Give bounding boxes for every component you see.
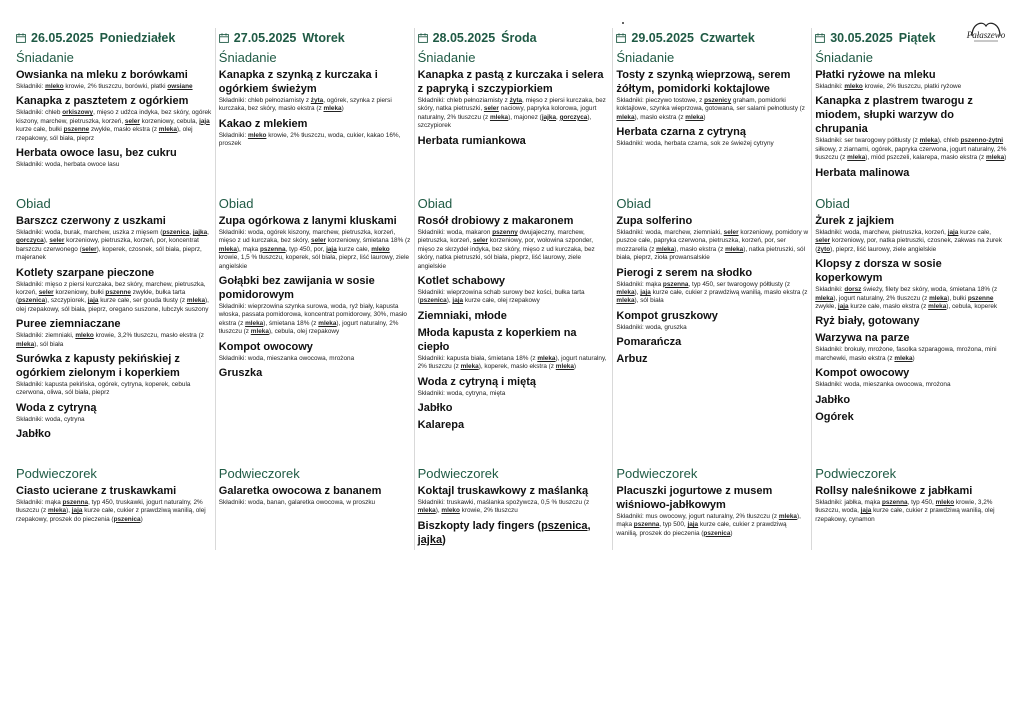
dish-ingredients: Składniki: woda, mieszanka owocowa, mrożona bbox=[815, 381, 951, 389]
dish-name: Kompot owocowy bbox=[218, 340, 313, 353]
dish-name: Surówka z kapusty pekińskiej z ogórkiem zielonym i koperkiem bbox=[16, 353, 180, 380]
dish-ingredients: Składniki: mus owocowy, jogurt naturalny, 2% tłuszczu (z mleka), mąka pszenna, typ 500, jaja kurze całe, cukier z prawdziwą wanilią, proszek do pieczenia (pszenica) bbox=[616, 513, 801, 537]
dish-ingredients: Składniki: woda, makaron pszenny dwujajeczny, marchew, pietruszka, korzeń, seler korzeniowy, por, wołowina szponder, mięso ze skrzydeł indyka, bez skóry, mięso z ud kurczaka, bez skóry, natka pietruszki, sól biała, pieprz, liść laurowy, ziele angielskie bbox=[417, 229, 595, 270]
dish-name: Puree ziemniaczane bbox=[16, 318, 121, 331]
dish-ingredients: Składniki: woda, cytryna bbox=[16, 415, 85, 423]
section-label: Śniadanie bbox=[616, 50, 675, 65]
dish-ingredients: Składniki: kapusta pekińska, ogórek, cytryna, koperek, cebula czerwona, oliwa, sól biała, pieprz bbox=[16, 381, 191, 397]
snack-section bbox=[418, 464, 610, 547]
dish-ingredients: Składniki: mąka pszenna, typ 450, truskawki, jogurt naturalny, 2% tłuszczu (z mleka), jaja kurze całe, cukier z prawdziwą wanilią, olej rzepakowy, proszek do pieczenia (pszenica) bbox=[16, 499, 206, 523]
section-label: Podwieczorek bbox=[16, 466, 97, 481]
breakfast-section bbox=[418, 48, 610, 148]
day-header bbox=[219, 29, 411, 47]
section-label: Obiad bbox=[16, 196, 51, 211]
section-label: Śniadanie bbox=[16, 50, 74, 65]
dish-ingredients: Składniki: dorsz świeży, filety bez skóry, woda, śmietana 18% (z mleka), jogurt naturalny, 2% tłuszczu (z mleka), bułki pszenne zwykłe, jaja kurze całe, masło ekstra (z mleka), cebula, koperek bbox=[815, 286, 998, 311]
dish-name: Ryż biały, gotowany bbox=[815, 315, 920, 328]
day-date: 30.05.2025 bbox=[830, 31, 893, 45]
dish-name: Kanapka z plastrem twarogu z miodem, słupki warzyw do chrupania bbox=[815, 95, 973, 136]
lunch-section bbox=[815, 194, 1007, 424]
dish-name: Biszkopty lady fingers (pszenica, jajka) bbox=[417, 519, 591, 546]
dish-ingredients: Składniki: woda, marchew, ziemniaki, seler korzeniowy, pomidory w puszce całe, papryka czerwona, pietruszka, korzeń, por, ser mozzarella (z mleka), masło ekstra (z mleka), natka pietruszki, sól biała, pieprz, zioła prowansalskie bbox=[616, 229, 809, 262]
dish-name: Zupa ogórkowa z lanymi kluskami bbox=[218, 215, 397, 227]
day-header bbox=[418, 29, 610, 47]
dish-name: Kompot owocowy bbox=[815, 367, 910, 380]
dish-name: Warzywa na parze bbox=[815, 332, 910, 345]
dish-ingredients: Składniki: mleko krowie, 2% tłuszczu, płatki ryżowe bbox=[815, 83, 962, 90]
day-name: Środa bbox=[501, 31, 537, 45]
dish-name: Kalarepa bbox=[417, 419, 465, 432]
snack-section bbox=[815, 464, 1007, 524]
lunch-section bbox=[418, 194, 610, 432]
day-date: 28.05.2025 bbox=[432, 31, 496, 45]
dish-ingredients: Składniki: ziemniaki, mleko krowie, 3,2% tłuszczu, masło ekstra (z mleka), sól biała bbox=[16, 332, 204, 348]
dish-name: Kotlet schabowy bbox=[417, 275, 505, 288]
dish-name: Herbata czarna z cytryną bbox=[616, 126, 747, 139]
dish-ingredients: Składniki: kapusta biała, śmietana 18% (z mleka), jogurt naturalny, 2% tłuszczu (z mleka), koperek, masło ekstra (z mleka) bbox=[417, 354, 607, 371]
dish-name: Pierogi z serem na słodko bbox=[616, 266, 753, 279]
dish-name: Woda z cytryną i miętą bbox=[417, 375, 536, 388]
dish-name: Koktajl truskawkowy z maślanką bbox=[417, 485, 589, 497]
calendar-icon bbox=[418, 33, 428, 43]
day-date: 27.05.2025 bbox=[233, 31, 297, 45]
section-label: Podwieczorek bbox=[815, 466, 897, 481]
day-date: 26.05.2025 bbox=[31, 31, 94, 45]
dish-name: Zupa solferino bbox=[616, 215, 693, 227]
dish-name: Ziemniaki, młode bbox=[417, 309, 507, 322]
dish-name: Rollsy naleśnikowe z jabłkami bbox=[815, 485, 973, 497]
dish-name: Herbata malinowa bbox=[815, 166, 910, 179]
dish-name: Arbuz bbox=[616, 353, 648, 366]
snack-section bbox=[16, 464, 212, 524]
dish-name: Herbata rumiankowa bbox=[417, 134, 526, 147]
section-label: Obiad bbox=[616, 196, 652, 211]
dish-name: Kompot gruszkowy bbox=[616, 309, 718, 322]
dish-ingredients: Składniki: chleb pełnoziarnisty z żyta, ogórek, szynka z piersi kurczaka, bez skóry, masło ekstra (z mleka) bbox=[218, 97, 392, 113]
dish-name: Żurek z jajkiem bbox=[815, 215, 895, 227]
dish-name: Ciasto ucierane z truskawkami bbox=[16, 485, 177, 497]
dish-ingredients: Składniki: brokuły, mrożone, fasolka szparagowa, mrożona, mini marchewki, masło ekstra (z mleka) bbox=[815, 346, 997, 362]
breakfast-section bbox=[616, 48, 808, 149]
day-header bbox=[616, 29, 808, 47]
dish-name: Rosół drobiowy z makaronem bbox=[417, 215, 574, 227]
dish-ingredients: Składniki: woda, banan, galaretka owocowa, w proszku bbox=[218, 499, 376, 506]
stray-dot bbox=[622, 22, 624, 24]
dish-name: Ogórek bbox=[815, 410, 854, 423]
snack-section bbox=[616, 464, 808, 538]
section-label: Obiad bbox=[815, 196, 850, 211]
dish-name: Pomarańcza bbox=[616, 336, 682, 349]
dish-ingredients: Składniki: mąka pszenna, typ 450, ser twarogowy półtłusty (z mleka), jaja kurze całe, cukier z prawdziwą wanilią, masło ekstra (z mleka), sól biała bbox=[616, 280, 808, 305]
day-name: Wtorek bbox=[302, 31, 345, 45]
dish-name: Płatki ryżowe na mleku bbox=[815, 69, 936, 81]
dish-name: Jabłko bbox=[16, 428, 51, 441]
dish-name: Barszcz czerwony z uszkami bbox=[16, 215, 166, 227]
dish-ingredients: Składniki: woda, burak, marchew, uszka z mięsem (pszenica, jajka, gorczyca), seler korzeniowy, pietruszka, korzeń, por, koncentrat barszczu czerwonego (seler), koperek, czosnek, sól biała, pieprz, majeranek bbox=[16, 229, 209, 262]
dish-name: Młoda kapusta z koperkiem na ciepło bbox=[417, 326, 577, 353]
dish-ingredients: Składniki: ser twarogowy półtłusty (z mleka), chleb pszenno-żytni siłkowy, z ziarnami, ogórek, papryka czerwona, jogurt naturalny, 2% tłuszczu (z mleka), miód pszczeli, kalarepa, masło ekstra (z mleka) bbox=[815, 137, 1007, 162]
day-header bbox=[16, 29, 212, 47]
lunch-section bbox=[16, 194, 212, 441]
section-label: Śniadanie bbox=[218, 50, 277, 65]
breakfast-section bbox=[16, 48, 212, 169]
lunch-section bbox=[616, 194, 808, 366]
logo-text: Pałaszewo bbox=[966, 30, 1006, 40]
dish-ingredients: Składniki: chleb pełnoziarnisty z żyta, mięso z piersi kurczaka, bez skóry, natka pietruszki, seler naciowy, papryka kolorowa, jogurt naturalny, 2% tłuszczu (z mleka), majonez (jajka, gorczyca), szczypiorek bbox=[417, 97, 606, 130]
dish-name: Gruszka bbox=[218, 367, 263, 380]
day-column bbox=[16, 28, 215, 550]
dish-name: Owsianka na mleku z borówkami bbox=[16, 69, 188, 81]
dish-ingredients: Składniki: wieprzowina szynka surowa, woda, ryż biały, kapusta włoska, passata pomidorowa, koncentrat pomidorowy, 30%, masło ekstra (z mleka), śmietana 18% (z mleka), jogurt naturalny, 2% tłuszczu (z mleka), cebula, olej rzepakowy bbox=[218, 303, 407, 336]
section-label: Śniadanie bbox=[417, 50, 476, 65]
section-label: Podwieczorek bbox=[616, 466, 698, 481]
dish-name: Tosty z szynką wieprzową, serem żółtym, pomidorki koktajlowe bbox=[616, 69, 791, 95]
calendar-icon bbox=[815, 33, 825, 43]
day-column bbox=[612, 28, 811, 550]
dish-name: Kanapka z pasztetem z ogórkiem bbox=[16, 95, 189, 108]
dish-name: Placuszki jogurtowe z musem wiśniowo-jabłkowym bbox=[616, 485, 773, 511]
dish-name: Jabłko bbox=[815, 393, 851, 406]
section-label: Obiad bbox=[218, 196, 254, 211]
day-name: Piątek bbox=[898, 31, 936, 45]
breakfast-section bbox=[815, 48, 1007, 180]
snack-section bbox=[219, 464, 411, 507]
section-label: Podwieczorek bbox=[417, 466, 499, 481]
dish-ingredients: Składniki: woda, herbata owoce lasu bbox=[16, 161, 120, 169]
dish-name: Klopsy z dorsza w sosie koperkowym bbox=[815, 258, 942, 285]
day-name: Czwartek bbox=[699, 31, 755, 45]
dish-ingredients: Składniki: woda, gruszka bbox=[616, 323, 687, 331]
dish-ingredients: Składniki: mleko krowie, 2% tłuszczu, borówki, płatki owsiane bbox=[16, 83, 193, 90]
section-label: Śniadanie bbox=[815, 50, 874, 65]
dish-ingredients: Składniki: wieprzowina schab surowy bez kości, bułka tarta (pszenica), jaja kurze całe, olej rzepakowy bbox=[417, 289, 585, 305]
dish-name: Woda z cytryną bbox=[16, 401, 97, 414]
dish-name: Kanapka z pastą z kurczaka i selera z papryką i szczypiorkiem bbox=[417, 69, 604, 95]
dish-ingredients: Składniki: chleb orkiszowy, mięso z udźca indyka, bez skóry, ogórek kiszony, marchew, pietruszka, korzeń, seler korzeniowy, cebula, jaja kurze całe, bułki pszenne zwykłe, masło ekstra (z mleka), olej rzepakowy, sól biała, pieprz bbox=[16, 109, 212, 142]
breakfast-section bbox=[219, 48, 411, 149]
day-column bbox=[811, 28, 1010, 550]
dish-name: Gołąbki bez zawijania w sosie pomidorowym bbox=[218, 275, 375, 302]
calendar-icon bbox=[219, 33, 229, 43]
dish-name: Jabłko bbox=[417, 402, 453, 415]
day-date: 29.05.2025 bbox=[631, 31, 694, 45]
dish-ingredients: Składniki: truskawki, maślanka spożywcza, 0,5 % tłuszczu (z mleka), mleko krowie, 2% tłuszczu bbox=[417, 499, 590, 515]
day-name: Poniedziałek bbox=[99, 31, 176, 45]
dish-name: Kotlety szarpane pieczone bbox=[16, 266, 155, 279]
dish-ingredients: Składniki: mleko krowie, 2% tłuszczu, woda, cukier, kakao 16%, proszek bbox=[218, 131, 401, 148]
dish-name: Kanapka z szynką z kurczaka i ogórkiem świeżym bbox=[218, 69, 378, 95]
dish-ingredients: Składniki: jabłka, mąka pszenna, typ 450, mleko krowie, 3,2% tłuszczu, woda, jaja kurze całe, cukier z prawdziwą wanilią, olej rzepakowy, cynamon bbox=[815, 499, 995, 523]
dish-name: Kakao z mlekiem bbox=[218, 117, 308, 130]
calendar-icon bbox=[616, 33, 626, 43]
dish-ingredients: Składniki: woda, cytryna, mięta bbox=[417, 389, 506, 397]
dish-ingredients: Składniki: woda, mieszanka owocowa, mrożona bbox=[218, 354, 355, 362]
dish-ingredients: Składniki: pieczywo tostowe, z pszenicy graham, pomidorki koktajlowe, szynka wieprzowa, gotowana, ser salami pełnotłusty (z mleka), masło ekstra (z mleka) bbox=[616, 97, 805, 121]
weekly-menu-grid bbox=[16, 28, 1010, 550]
dish-ingredients: Składniki: woda, ogórek kiszony, marchew, pietruszka, korzeń, mięso z ud kurczaka, bez skóry, seler korzeniowy, śmietana 18% (z mleka), mąka pszenna, typ 450, por, jaja kurze całe, mleko krowie, 1,5 % tłuszczu, koperek, sól biała, pieprz, liść laurowy, ziele angielskie bbox=[218, 229, 411, 270]
section-label: Obiad bbox=[417, 196, 453, 211]
day-column bbox=[215, 28, 414, 550]
dish-ingredients: Składniki: woda, herbata czarna, sok ze świeżej cytryny bbox=[616, 140, 774, 148]
dish-ingredients: Składniki: mięso z piersi kurczaka, bez skóry, marchew, pietruszka, korzeń, seler korzeniowy, bułki pszenne zwykłe, bułka tarta (pszenica), szczypiorek, jaja kurze całe, ser gouda tłusty (z mleka), olej rzepakowy, sól biała, pieprz, oregano suszone, lubczyk suszony bbox=[16, 280, 209, 313]
section-label: Podwieczorek bbox=[218, 466, 300, 481]
lunch-section bbox=[219, 194, 411, 380]
calendar-icon bbox=[16, 33, 26, 43]
dish-name: Galaretka owocowa z bananem bbox=[218, 485, 382, 497]
day-column bbox=[414, 28, 613, 550]
dish-name: Herbata owoce lasu, bez cukru bbox=[16, 147, 177, 160]
dish-ingredients: Składniki: woda, marchew, pietruszka, korzeń, jaja kurze całe, seler korzeniowy, por, natka pietruszki, czosnek, zakwas na żurek (żyto), pieprz, liść laurowy, ziele angielskie bbox=[815, 229, 1002, 253]
day-header bbox=[815, 29, 1007, 47]
